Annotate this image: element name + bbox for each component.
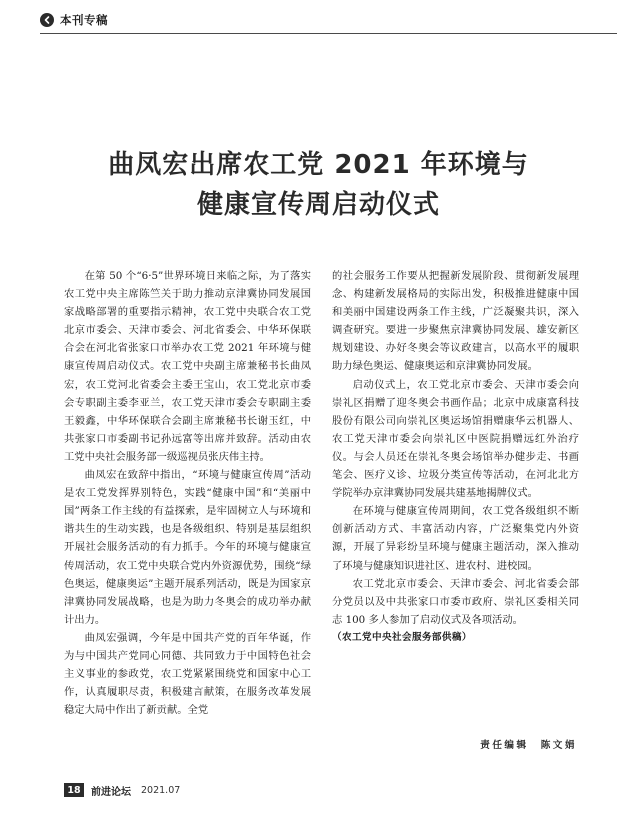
body-paragraph: 启动仪式上，农工党北京市委会、天津市委会向崇礼区捐赠了迎冬奥会书画作品；北京中成康富科技股份有限公司向崇礼区奥运场馆捐赠康华云机器人、农工党天津市委会向崇礼区中医院捐赠远红外治疗仪。与会人员还在崇礼冬奥会场馆举办健步走、书画笔会、医疗义诊、垃圾分类宣传等活动，在河北北方学院举办京津冀协同发展共建基地揭牌仪式。 xyxy=(332,378,579,500)
body-paragraph: 在环境与健康宣传周期间，农工党各级组织不断创新活动方式、丰富活动内容，广泛聚集党内外资源，开展了异彩纷呈环境与健康主题活动，深入推动了环境与健康知识进社区、进农村、进校园。 xyxy=(332,505,579,572)
section-arrow-icon xyxy=(40,13,54,27)
section-header xyxy=(40,13,108,27)
body-paragraph: 农工党北京市委会、天津市委会、河北省委会部分党员以及中共张家口市委市政府、崇礼区委相关同志 100 多人参加了启动仪式及各项活动。 xyxy=(332,577,579,626)
issue-date: 2021.07 xyxy=(141,784,181,796)
section-label: 本刊专稿 xyxy=(60,13,108,27)
left-column xyxy=(64,267,311,719)
article-title-line-2: 健康宣传周启动仪式 xyxy=(196,190,440,220)
body-paragraph: 曲凤宏强调，今年是中国共产党的百年华诞，作为与中国共产党同心同德、共同致力于中国特色社会主义事业的参政党，农工党紧紧围绕党和国家中心工作，认真履职尽责，积极建言献策，在服务改革发展稳定大局中作出了新贡献。全党 xyxy=(64,631,311,717)
body-paragraph: 曲凤宏在致辞中指出，“环境与健康宣传周”活动是农工党发挥界别特色，实践“健康中国”和“美丽中国”两条工作主线的有益探索，是牢固树立人与环境和谐共生的生动实践，也是各级组织、特别是基层组织开展社会服务活动的有力抓手。今年的环境与健康宣传周活动，农工党中央联合党内外资源优势，围绕“绿色奥运，健康奥运”主题开展系列活动，既是为国家京津冀协同发展战略，也是为助力冬奥会的成功举办献计出力。 xyxy=(64,469,311,626)
article-title-line-1: 曲凤宏出席农工党 2021 年环境与 xyxy=(108,150,529,180)
body-paragraph: 在第 50 个“6·5”世界环境日来临之际，为了落实农工党中央主席陈竺关于助力推动京津冀协同发展国家战略部署的重要指示精神，农工党中央联合农工党北京市委会、天津市委会、河北省委会、中华环保联合会在河北省张家口市举办农工党 2021 年环境与健康宣传周启动仪式。农工党中央副主席兼秘书长曲凤宏，农工党河北省委会主委王宝山，农工党北京市委会专职副主委李亚兰，农工党天津市委会专职副主委王毅鑫，中华环保联合会副主席兼秘书长谢玉红，中共张家口市委副书记孙远富等出席并致辞。活动由农工党中央社会服务部一级巡视员张庆伟主持。 xyxy=(64,270,311,463)
source-note: （农工党中央社会服务部供稿） xyxy=(332,631,472,643)
page-number: 18 xyxy=(64,783,84,797)
right-column xyxy=(332,267,579,647)
page-footer xyxy=(64,783,180,797)
continued-paragraph: 的社会服务工作要从把握新发展阶段、贯彻新发展理念、构建新发展格局的实际出发，积极推进健康中国和美丽中国建设两条工作主线，广泛凝聚共识，深入调查研究。要进一步聚焦京津冀协同发展、雄安新区规划建设、办好冬奥会等议政建言，以高水平的履职助力绿色奥运、健康奥运和京津冀协同发展。 xyxy=(332,270,579,373)
responsible-editor: 责任编辑 陈文娟 xyxy=(480,740,577,751)
journal-name: 前进论坛 xyxy=(91,786,131,798)
header-divider xyxy=(40,33,617,34)
